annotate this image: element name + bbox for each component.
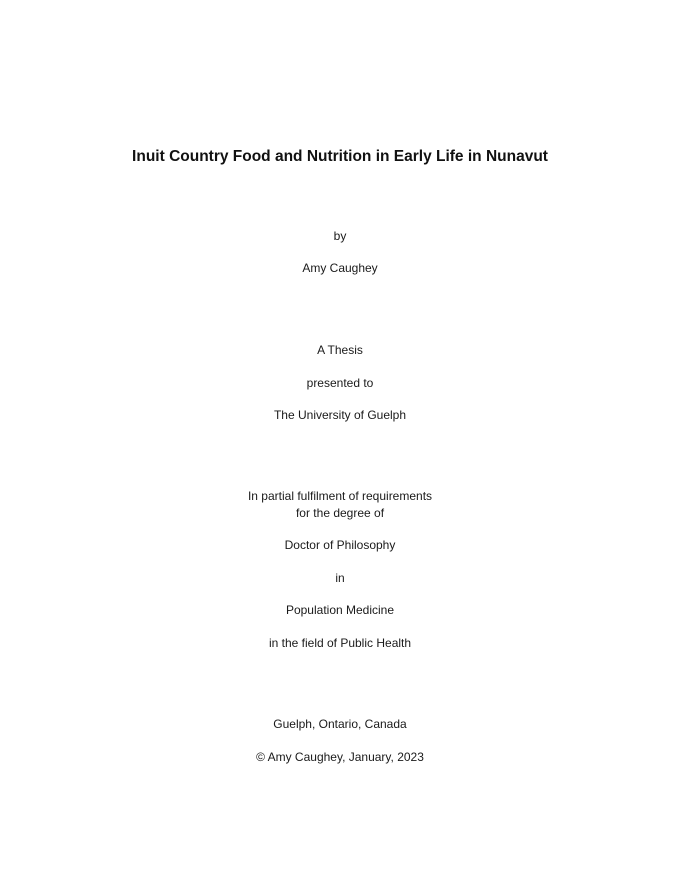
copyright-notice: © Amy Caughey, January, 2023 — [256, 750, 424, 764]
field-name: in the field of Public Health — [268, 636, 412, 650]
fulfilment-line-2: for the degree of — [295, 506, 385, 520]
fulfilment-line-1: In partial fulfilment of requirements — [247, 489, 433, 503]
thesis-title: Inuit Country Food and Nutrition in Early Life in Nunavut — [132, 148, 548, 165]
author-name: Amy Caughey — [302, 261, 378, 275]
in-label: in — [335, 571, 345, 585]
presented-to-label: presented to — [306, 376, 374, 390]
location: Guelph, Ontario, Canada — [273, 717, 407, 731]
program-name: Population Medicine — [285, 603, 395, 617]
degree-name: Doctor of Philosophy — [284, 538, 396, 552]
university-name: The University of Guelph — [273, 408, 407, 422]
thesis-label: A Thesis — [317, 343, 363, 357]
by-label: by — [333, 229, 347, 243]
